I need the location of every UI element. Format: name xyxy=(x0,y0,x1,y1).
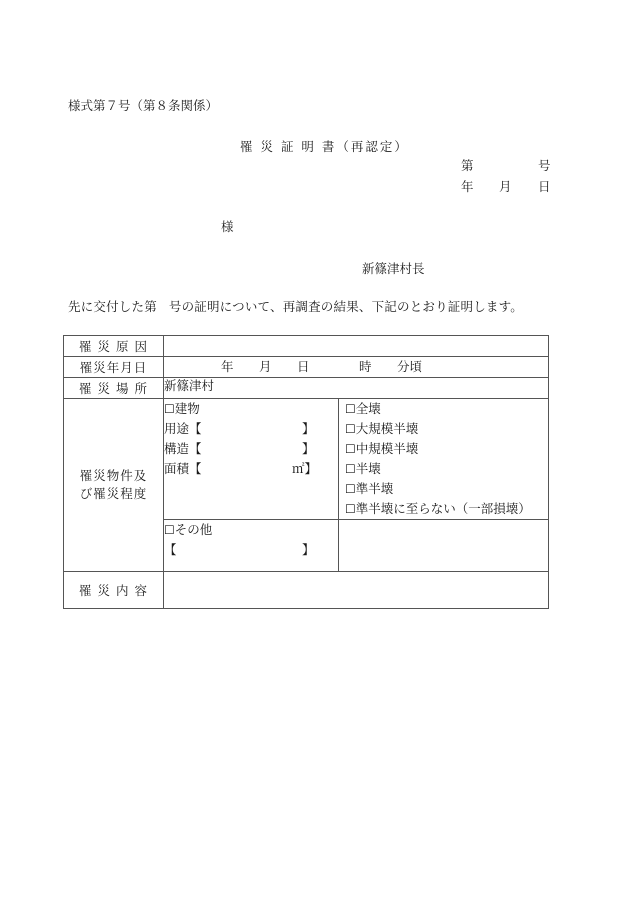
document-number xyxy=(461,156,551,174)
addressee-suffix: 様 xyxy=(221,219,234,234)
form-number: 様式第７号（第８条関係） xyxy=(68,98,219,113)
place-value[interactable]: 新篠津村 xyxy=(164,378,549,399)
other-checkbox[interactable]: ☐ xyxy=(164,523,175,537)
damage-level-cell xyxy=(339,399,549,520)
date-hour-label: 時 xyxy=(359,359,372,374)
statement-part2: 号の証明について、再調査の結果、下記のとおり証明します。 xyxy=(168,299,524,314)
number-suffix: 号 xyxy=(538,158,551,173)
date-value[interactable] xyxy=(164,357,549,378)
date-day-label: 日 xyxy=(297,359,310,374)
damage-label: 準半壊 xyxy=(355,481,394,496)
damage-option-half[interactable] xyxy=(345,459,548,479)
damage-label: 準半壊に至らない（一部損壊） xyxy=(355,501,531,516)
damage-option-partial[interactable] xyxy=(345,499,548,519)
area-unit: ㎡】 xyxy=(292,461,318,476)
number-prefix: 第 xyxy=(461,158,474,173)
damage-checkbox[interactable]: ☐ xyxy=(345,462,356,476)
property-label xyxy=(64,399,164,572)
structure-field[interactable] xyxy=(164,439,338,459)
date-year-label: 年 xyxy=(221,359,234,374)
place-row xyxy=(64,378,549,399)
damage-option-total[interactable] xyxy=(345,399,548,419)
damage-label: 中規模半壊 xyxy=(355,441,419,456)
other-cell xyxy=(164,520,339,572)
building-option[interactable] xyxy=(164,399,338,419)
other-option[interactable] xyxy=(164,520,338,540)
damage-option-large-half[interactable] xyxy=(345,419,548,439)
issue-month-label: 月 xyxy=(499,179,512,194)
area-field[interactable] xyxy=(164,459,338,479)
statement-part1: 先に交付した第 xyxy=(68,299,157,314)
content-row xyxy=(64,572,549,609)
disaster-certificate-table xyxy=(63,335,549,609)
damage-checkbox[interactable]: ☐ xyxy=(345,442,356,456)
other-label: その他 xyxy=(174,522,213,537)
date-label: 罹災年月日 xyxy=(64,357,164,378)
certification-statement xyxy=(68,297,523,315)
damage-checkbox[interactable]: ☐ xyxy=(345,482,356,496)
date-minute-label: 分頃 xyxy=(397,359,423,374)
property-label-line2: び罹災程度 xyxy=(79,486,148,501)
damage-checkbox[interactable]: ☐ xyxy=(345,422,356,436)
document-title: 罹 災 証 明 書（再認定） xyxy=(240,139,409,154)
cause-value[interactable] xyxy=(164,336,549,357)
damage-label: 半壊 xyxy=(355,461,381,476)
other-open-bracket: 【 xyxy=(164,542,177,557)
place-label: 罹 災 場 所 xyxy=(64,378,164,399)
issue-day-label: 日 xyxy=(538,179,551,194)
other-detail-field[interactable] xyxy=(164,540,338,560)
area-label: 面積【 xyxy=(164,461,202,476)
issuer-name: 新篠津村長 xyxy=(362,261,425,276)
content-value[interactable] xyxy=(164,572,549,609)
other-close-bracket: 】 xyxy=(302,542,315,557)
damage-option-semi-half[interactable] xyxy=(345,479,548,499)
building-label: 建物 xyxy=(174,401,200,416)
cause-row xyxy=(64,336,549,357)
building-cell xyxy=(164,399,339,520)
cause-label: 罹 災 原 因 xyxy=(64,336,164,357)
damage-label: 大規模半壊 xyxy=(355,421,419,436)
date-row xyxy=(64,357,549,378)
damage-checkbox[interactable]: ☐ xyxy=(345,502,356,516)
property-row xyxy=(64,399,549,520)
use-close-bracket: 】 xyxy=(302,421,315,436)
use-label: 用途【 xyxy=(164,421,202,436)
use-field[interactable] xyxy=(164,419,338,439)
other-empty-cell xyxy=(339,520,549,572)
building-checkbox[interactable]: ☐ xyxy=(164,402,175,416)
structure-label: 構造【 xyxy=(164,441,202,456)
date-month-label: 月 xyxy=(259,359,272,374)
damage-checkbox[interactable]: ☐ xyxy=(345,402,356,416)
damage-label: 全壊 xyxy=(355,401,381,416)
content-label: 罹 災 内 容 xyxy=(64,572,164,609)
damage-option-medium-half[interactable] xyxy=(345,439,548,459)
issue-year-label: 年 xyxy=(461,179,474,194)
property-label-line1: 罹災物件及 xyxy=(79,468,148,483)
issue-date xyxy=(461,177,551,193)
structure-close-bracket: 】 xyxy=(302,441,315,456)
